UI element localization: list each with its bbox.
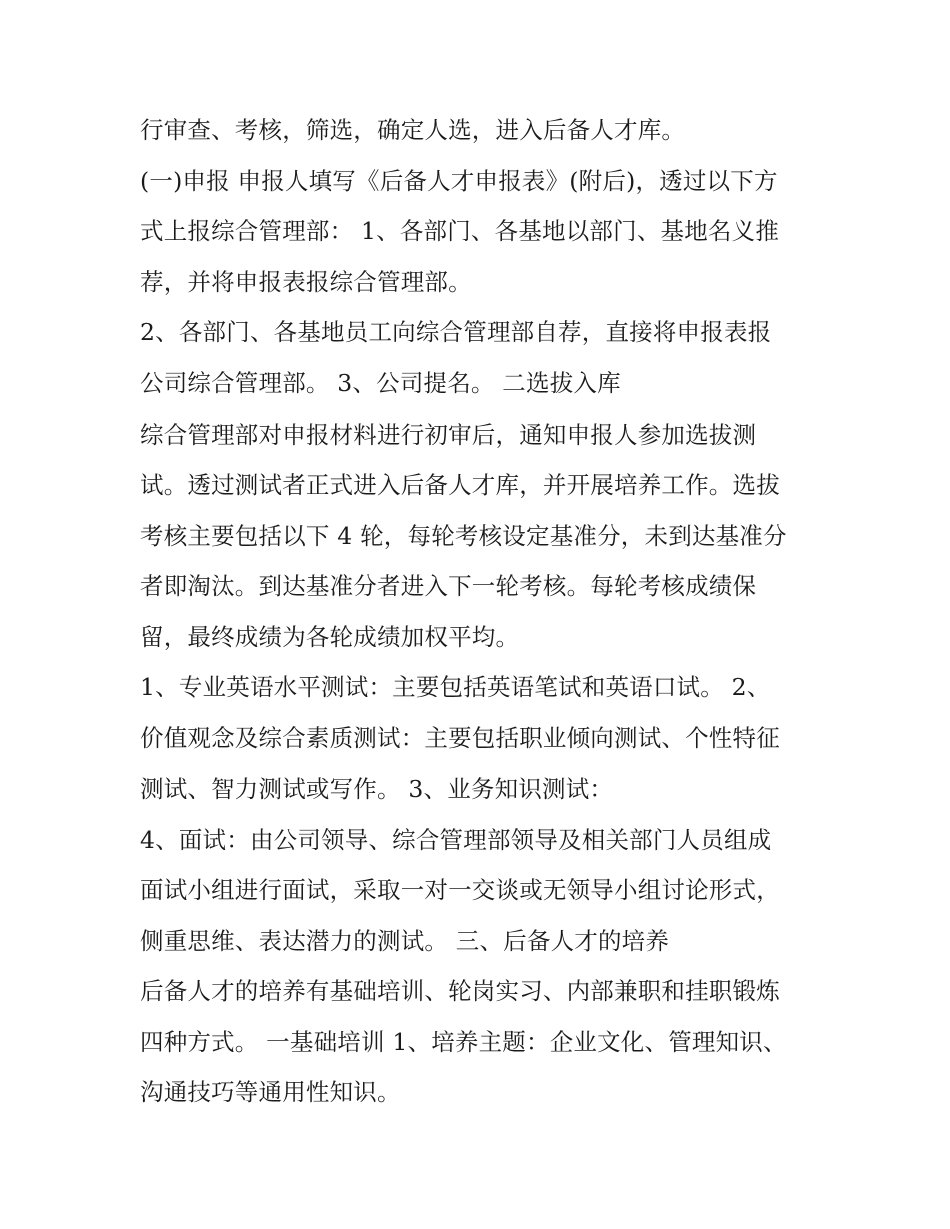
text-line: 式上报综合管理部： 1、各部门、各基地以部门、基地名义推 [140, 217, 780, 245]
text-line: (一)申报 申报人填写《后备人才申报表》(附后)，透过以下方 [140, 167, 778, 195]
text-line: 四种方式。 一基础培训 1、培养主题：企业文化、管理知识、 [140, 1028, 787, 1056]
text-line: 考核主要包括以下 4 轮，每轮考核设定基准分，未到达基准分 [140, 522, 787, 550]
text-line: 后备人才的培养有基础培训、轮岗实习、内部兼职和挂职锻炼 [140, 977, 780, 1005]
text-line: 价值观念及综合素质测试：主要包括职业倾向测试、个性特征 [140, 724, 780, 752]
text-line: 面试小组进行面试，采取一对一交谈或无领导小组讨论形式， [140, 876, 780, 904]
text-line: 测试、智力测试或写作。 3、业务知识测试： [140, 775, 614, 803]
text-line: 公司综合管理部。 3、公司提名。 二选拔入库 [140, 369, 621, 397]
text-line: 行审查、考核，筛选，确定人选，进入后备人才库。 [140, 116, 686, 144]
text-line: 侧重思维、表达潜力的测试。 三、后备人才的培养 [140, 927, 670, 955]
text-line: 1、专业英语水平测试：主要包括英语笔试和英语口试。 2、 [140, 673, 771, 701]
text-line: 沟通技巧等通用性知识。 [140, 1078, 401, 1106]
text-line: 者即淘汰。到达基准分者进入下一轮考核。每轮考核成绩保 [140, 572, 757, 600]
text-line: 试。透过测试者正式进入后备人才库，并开展培养工作。选拔 [140, 471, 780, 499]
text-line: 留，最终成绩为各轮成绩加权平均。 [140, 623, 520, 651]
text-line: 荐，并将申报表报综合管理部。 [140, 268, 472, 296]
text-line: 4、面试：由公司领导、综合管理部领导及相关部门人员组成 [140, 826, 772, 854]
text-line: 综合管理部对申报材料进行初审后，通知申报人参加选拔测 [140, 421, 757, 449]
text-line: 2、各部门、各基地员工向综合管理部自荐，直接将申报表报 [140, 318, 772, 346]
